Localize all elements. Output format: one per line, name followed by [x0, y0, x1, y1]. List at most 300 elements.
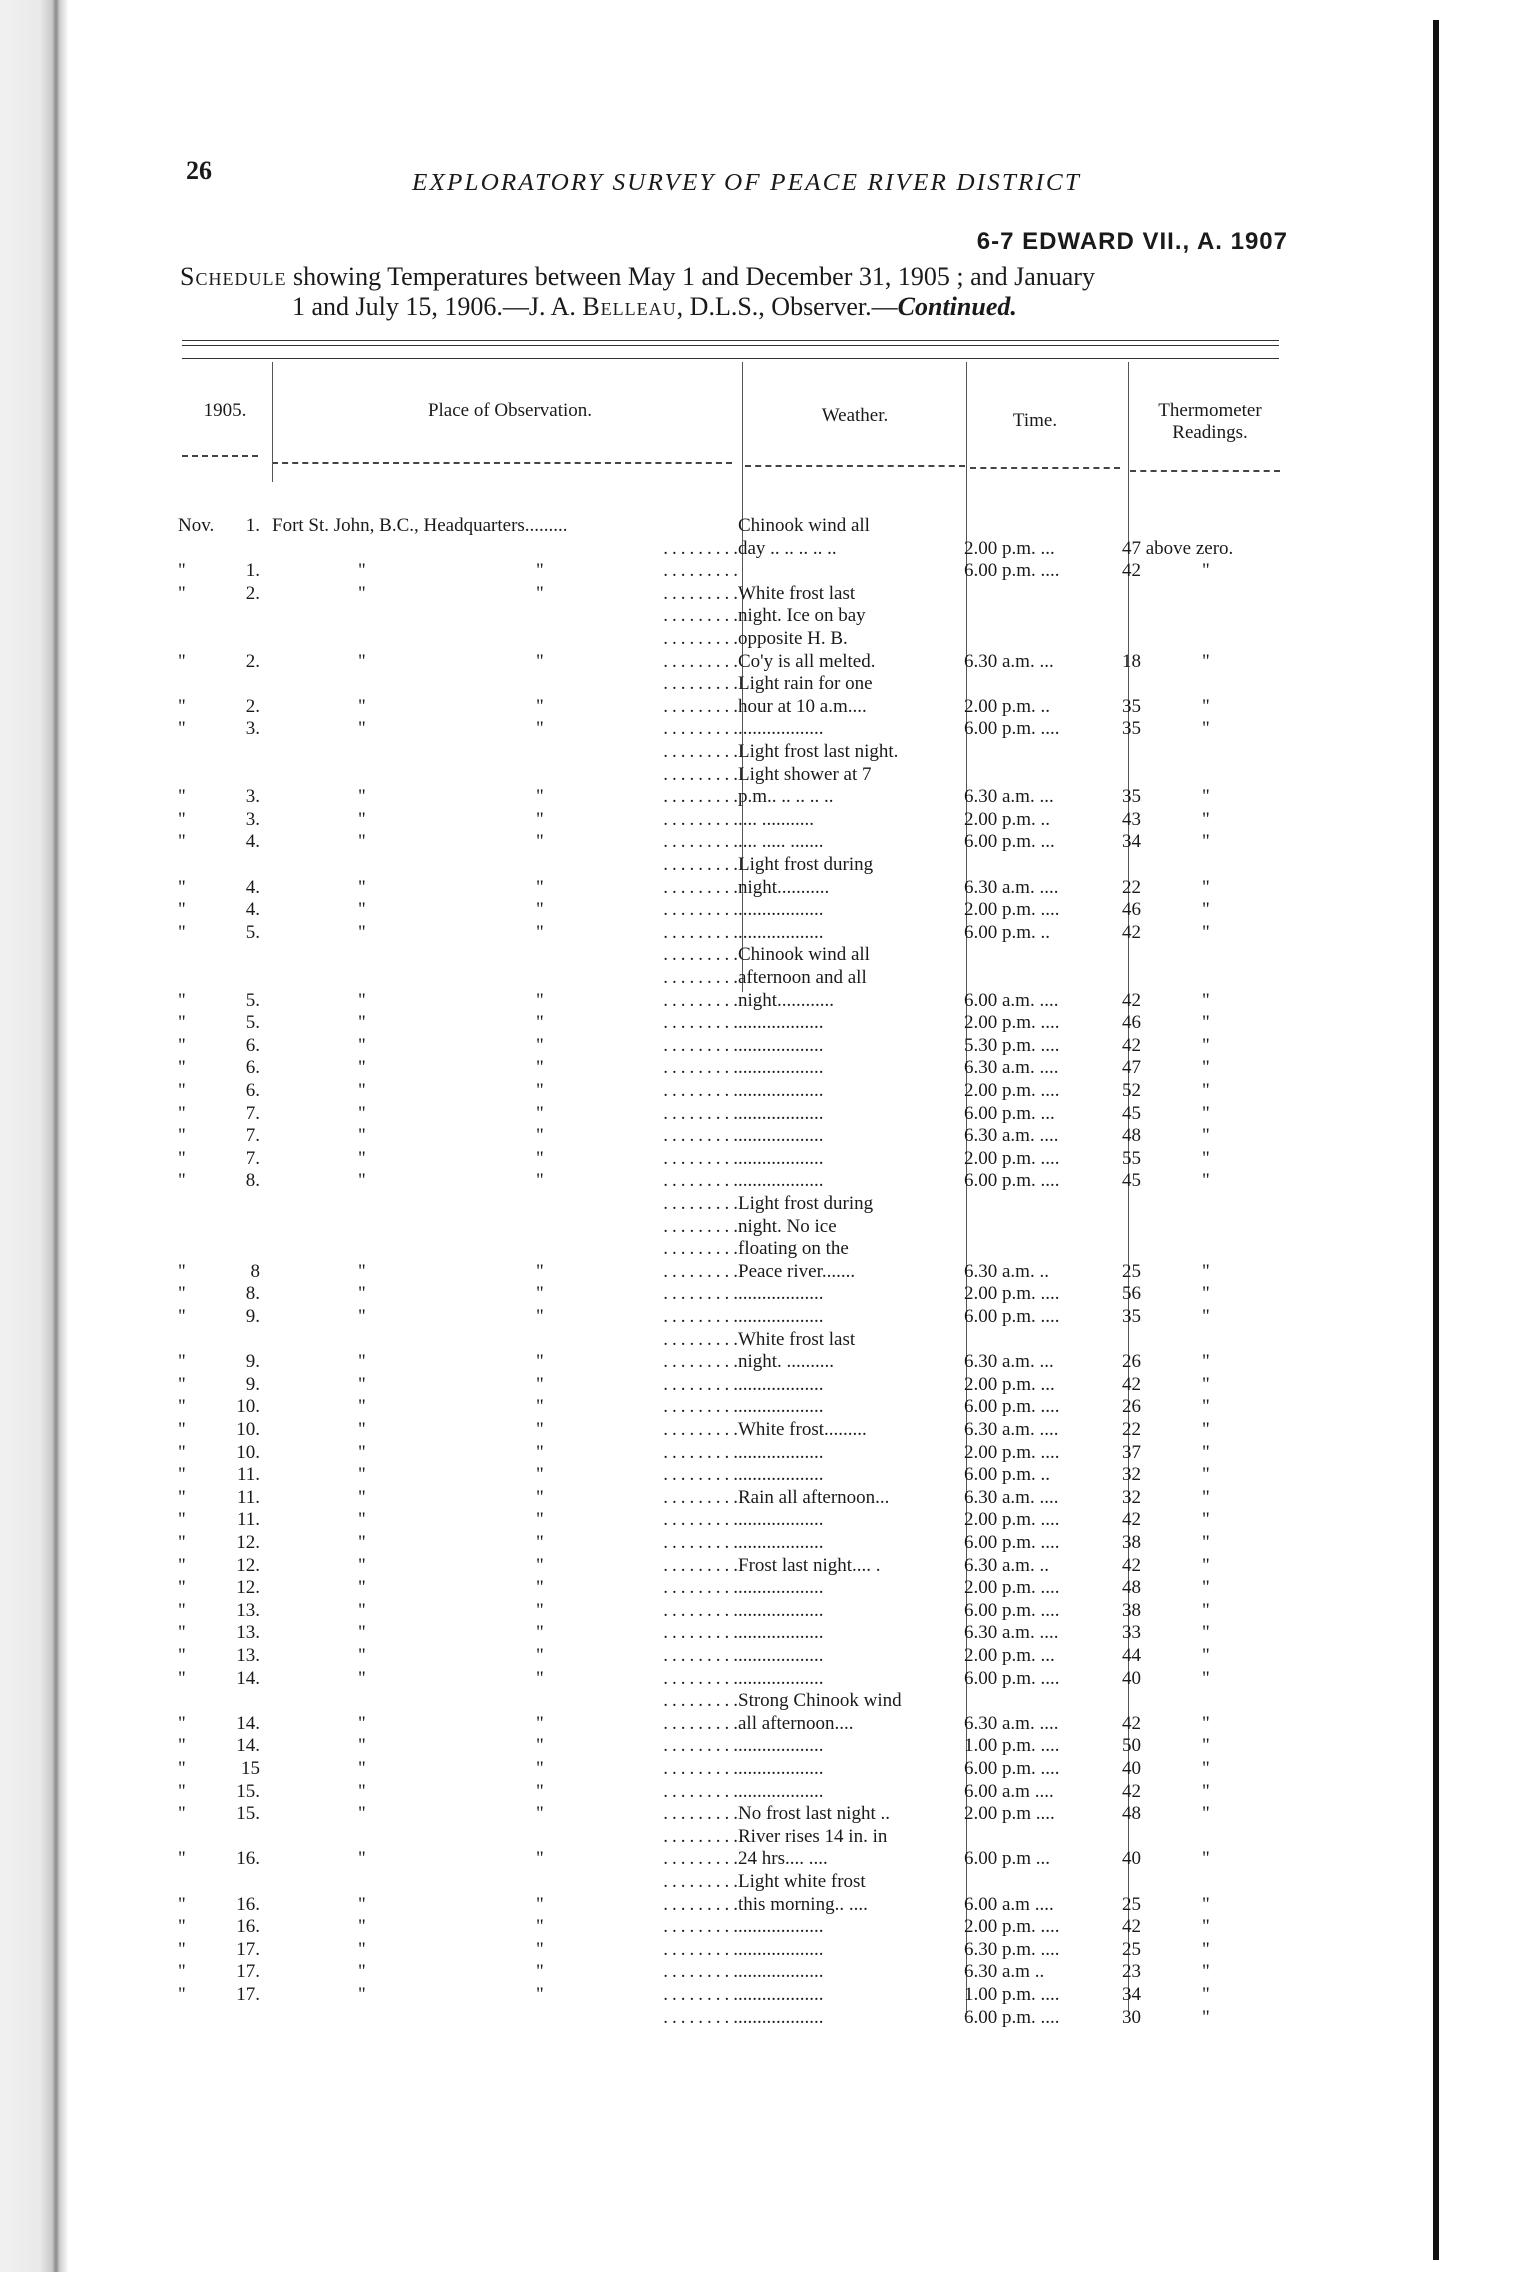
place-ditto-1: ": [358, 1622, 366, 1644]
time-cell: 6.30 a.m. ....: [964, 1125, 1059, 1147]
leader-dots: .........: [663, 1803, 742, 1825]
day-cell: 4.: [245, 831, 260, 853]
table-row: [0, 1802, 1528, 1825]
day-cell: 10.: [236, 1441, 260, 1463]
place-ditto-2: ": [536, 1012, 544, 1034]
temperature-ditto: ": [1202, 650, 1210, 672]
day-cell: 8: [250, 1260, 260, 1282]
leader-dots: .........: [663, 1645, 742, 1666]
weather-cell: night. Ice on bay: [738, 605, 866, 627]
month-cell: ": [178, 718, 186, 740]
time-cell: 6.30 a.m. ....: [964, 1712, 1059, 1734]
time-cell: 6.00 p.m. ....: [964, 2006, 1060, 2028]
temperature-cell: 26: [1122, 1396, 1141, 1418]
leader-dots: .........: [663, 1464, 742, 1486]
temperature-ditto: ": [1202, 1554, 1210, 1576]
place-cell: Fort St. John, B.C., Headquarters.........: [272, 515, 568, 536]
leader-dots: .........: [663, 899, 742, 921]
time-header-underline: [970, 467, 1120, 469]
month-cell: ": [178, 1599, 186, 1621]
leader-dots: .........: [663, 1758, 742, 1779]
temperature-cell: 35: [1122, 695, 1141, 717]
weather-cell: ..................: [738, 1057, 824, 1079]
time-cell: 6.00 p.m. ...: [964, 1102, 1055, 1124]
temperature-ditto: ": [1202, 1170, 1210, 1192]
place-ditto-1: ": [358, 1735, 366, 1757]
month-cell: ": [178, 808, 186, 830]
leader-dots: .........: [663, 1102, 742, 1124]
time-cell: 2.00 p.m. ....: [964, 1577, 1060, 1599]
temperature-cell: 25: [1122, 1893, 1141, 1915]
table-row: [0, 1260, 1528, 1283]
leader-dots: .........: [663, 1260, 742, 1282]
place-ditto-2: ": [536, 808, 544, 830]
place-ditto-2: ": [536, 1780, 544, 1802]
day-cell: 3.: [245, 808, 260, 830]
temperature-cell: 40: [1122, 1667, 1141, 1689]
leader-dots: .........: [663, 1532, 742, 1553]
place-ditto-1: ": [358, 1034, 366, 1056]
place-ditto-2: ": [536, 831, 544, 853]
page-number: 26: [186, 156, 212, 185]
weather-cell: ..................: [738, 1735, 824, 1757]
place-ditto-2: ": [536, 1938, 544, 1960]
temperature-ditto: ": [1202, 1735, 1210, 1757]
table-row: [0, 1441, 1528, 1464]
day-cell: 13.: [236, 1622, 260, 1644]
temperature-cell: 42: [1122, 1554, 1141, 1576]
place-ditto-2: ": [536, 650, 544, 672]
table-row: [0, 1576, 1528, 1599]
place-ditto-2: ": [536, 1554, 544, 1576]
weather-cell: all afternoon....: [738, 1712, 854, 1734]
day-cell: 5.: [245, 1012, 260, 1034]
month-cell: ": [178, 1532, 186, 1553]
table-row: [0, 514, 1528, 537]
month-cell: ": [178, 1057, 186, 1079]
time-cell: 6.00 p.m. ....: [964, 718, 1060, 740]
month-cell: ": [178, 831, 186, 853]
place-ditto-2: ": [536, 1373, 544, 1395]
time-cell: 6.00 p.m. ....: [964, 1532, 1060, 1553]
table-row: [0, 966, 1528, 989]
table-row: [0, 604, 1528, 627]
day-cell: 3.: [245, 786, 260, 808]
table-row: [0, 1712, 1528, 1735]
day-cell: 17.: [236, 1961, 260, 1983]
place-ditto-2: ": [536, 1306, 544, 1327]
day-cell: 11.: [236, 1486, 260, 1508]
month-cell: ": [178, 1170, 186, 1192]
leader-dots: .........: [663, 831, 742, 853]
table-row: [0, 1757, 1528, 1780]
month-cell: ": [178, 1645, 186, 1666]
leader-dots: .........: [663, 1351, 742, 1373]
month-cell: ": [178, 1622, 186, 1644]
weather-cell: Light frost during: [738, 1193, 874, 1214]
temperature-cell: 25: [1122, 1938, 1141, 1960]
month-cell: ": [178, 1034, 186, 1056]
time-cell: 6.30 a.m. ....: [964, 876, 1059, 898]
leader-dots: .........: [663, 1871, 742, 1892]
place-ditto-1: ": [358, 1419, 366, 1440]
table-row: [0, 1825, 1528, 1848]
time-cell: 6.00 p.m ...: [964, 1848, 1051, 1870]
running-head: EXPLORATORY SURVEY OF PEACE RIVER DISTRICT: [412, 170, 1081, 196]
month-cell: ": [178, 1306, 186, 1327]
leader-dots: .........: [663, 1780, 742, 1802]
temperature-ditto: ": [1202, 695, 1210, 717]
weather-cell: Light white frost: [738, 1871, 866, 1892]
table-row: [0, 1169, 1528, 1192]
place-ditto-1: ": [358, 1147, 366, 1169]
thermometer-header-line2: Readings.: [1172, 422, 1248, 443]
time-cell: 6.30 a.m. ...: [964, 650, 1054, 672]
leader-dots: .........: [663, 1057, 742, 1079]
schedule-title: [180, 262, 1290, 322]
day-cell: 10.: [236, 1396, 260, 1418]
time-cell: 2.00 p.m. ....: [964, 1441, 1060, 1463]
temperature-cell: 40: [1122, 1848, 1141, 1870]
weather-header: Weather.: [821, 405, 889, 426]
place-ditto-1: ": [358, 1780, 366, 1802]
table-row: [0, 695, 1528, 718]
month-cell: ": [178, 1464, 186, 1486]
time-cell: 6.00 a.m ....: [964, 1893, 1054, 1915]
weather-cell: Peace river.......: [738, 1260, 856, 1282]
table-row: [0, 582, 1528, 605]
top-rule-1: [182, 340, 1279, 341]
time-cell: 6.30 a.m. ..: [964, 1260, 1049, 1282]
table-row: [0, 1124, 1528, 1147]
leader-dots: .........: [663, 1825, 742, 1847]
month-cell: ": [178, 1803, 186, 1825]
month-cell: ": [178, 989, 186, 1011]
leader-dots: .........: [663, 1034, 742, 1056]
place-ditto-2: ": [536, 1057, 544, 1079]
temperature-ditto: ": [1202, 1441, 1210, 1463]
day-cell: 13.: [236, 1599, 260, 1621]
place-ditto-2: ": [536, 1532, 544, 1553]
day-cell: 17.: [236, 1938, 260, 1960]
place-ditto-1: ": [358, 1848, 366, 1870]
place-ditto-2: ": [536, 1622, 544, 1644]
table-row: [0, 1486, 1528, 1509]
temperature-cell: 43: [1122, 808, 1141, 830]
time-cell: 2.00 p.m. ....: [964, 1509, 1060, 1531]
temperature-ditto: ": [1202, 786, 1210, 808]
place-ditto-1: ": [358, 1599, 366, 1621]
leader-dots: .........: [663, 1984, 742, 2005]
table-row: [0, 1644, 1528, 1667]
weather-cell: ..................: [738, 1667, 824, 1689]
table-row: [0, 1056, 1528, 1079]
place-ditto-1: ": [358, 1758, 366, 1779]
place-ditto-2: ": [536, 1034, 544, 1056]
leader-dots: .........: [663, 1441, 742, 1463]
month-cell: ": [178, 1938, 186, 1960]
temperature-ditto: ": [1202, 1283, 1210, 1305]
time-cell: 6.30 p.m. ....: [964, 1938, 1060, 1960]
weather-cell: ..................: [738, 1373, 824, 1395]
temperature-cell: 35: [1122, 786, 1141, 808]
place-ditto-2: ": [536, 1486, 544, 1508]
place-ditto-2: ": [536, 695, 544, 717]
place-ditto-2: ": [536, 1893, 544, 1915]
temperature-ditto: ": [1202, 1599, 1210, 1621]
place-ditto-1: ": [358, 1373, 366, 1395]
day-cell: 11.: [236, 1509, 260, 1531]
place-ditto-2: ": [536, 1080, 544, 1101]
leader-dots: .........: [663, 1622, 742, 1644]
leader-dots: .........: [663, 741, 742, 762]
temperature-cell: 42: [1122, 921, 1141, 943]
thermometer-header-line1: Thermometer: [1158, 400, 1262, 421]
time-cell: 2.00 p.m. ....: [964, 899, 1060, 921]
time-cell: 6.00 a.m. ....: [964, 989, 1059, 1011]
table-row: [0, 1508, 1528, 1531]
table-row: [0, 1847, 1528, 1870]
place-ditto-2: ": [536, 1599, 544, 1621]
weather-cell: ..................: [738, 718, 824, 740]
place-ditto-1: ": [358, 1984, 366, 2005]
place-ditto-2: ": [536, 1509, 544, 1531]
temperature-ditto: ": [1202, 1260, 1210, 1282]
place-ditto-2: ": [536, 560, 544, 582]
time-cell: 6.30 a.m ..: [964, 1961, 1045, 1983]
leader-dots: .........: [663, 1848, 742, 1870]
temperature-cell: 38: [1122, 1532, 1141, 1553]
temperature-ditto: ": [1202, 1758, 1210, 1779]
table-row: [0, 559, 1528, 582]
temperature-ditto: ": [1202, 1464, 1210, 1486]
temperature-ditto: ": [1202, 1306, 1210, 1327]
temperature-ditto: ": [1202, 1532, 1210, 1553]
day-cell: 7.: [245, 1102, 260, 1124]
weather-cell: White frost last: [738, 1328, 856, 1350]
day-cell: 2.: [245, 695, 260, 717]
time-cell: 2.00 p.m. ...: [964, 1373, 1055, 1395]
month-cell: ": [178, 1260, 186, 1282]
place-ditto-2: ": [536, 1170, 544, 1192]
temperature-ditto: ": [1202, 1034, 1210, 1056]
weather-header-underline: [745, 465, 965, 467]
month-cell: ": [178, 1554, 186, 1576]
day-cell: 8.: [245, 1283, 260, 1305]
month-cell: Nov.: [178, 515, 215, 536]
time-cell: 2.00 p.m. ....: [964, 1916, 1060, 1938]
place-ditto-1: ": [358, 876, 366, 898]
weather-cell: 24 hrs.... ....: [738, 1848, 828, 1870]
weather-cell: ..................: [738, 1170, 824, 1192]
temperature-cell: 25: [1122, 1260, 1141, 1282]
place-ditto-1: ": [358, 1893, 366, 1915]
place-ditto-1: ": [358, 808, 366, 830]
table-row: [0, 1667, 1528, 1690]
temperature-cell: 52: [1122, 1080, 1141, 1101]
weather-cell: ..................: [738, 1780, 824, 1802]
temperature-ditto: ": [1202, 831, 1210, 853]
weather-cell: ..................: [738, 1147, 824, 1169]
month-cell: ": [178, 650, 186, 672]
table-row: [0, 627, 1528, 650]
leader-dots: .........: [663, 854, 742, 875]
time-cell: 6.30 a.m. ...: [964, 1351, 1054, 1373]
leader-dots: .........: [663, 537, 742, 559]
leader-dots: .........: [663, 628, 742, 649]
temperature-cell: 45: [1122, 1102, 1141, 1124]
place-ditto-1: ": [358, 899, 366, 921]
month-cell: ": [178, 1125, 186, 1147]
table-row: [0, 1418, 1528, 1441]
temperature-cell: 40: [1122, 1758, 1141, 1779]
month-cell: ": [178, 1102, 186, 1124]
month-cell: ": [178, 1283, 186, 1305]
place-ditto-1: ": [358, 831, 366, 853]
time-cell: 6.00 p.m. ...: [964, 831, 1055, 853]
month-cell: ": [178, 1441, 186, 1463]
month-cell: ": [178, 1961, 186, 1983]
time-cell: 6.30 a.m. ...: [964, 786, 1054, 808]
weather-cell: .... ...........: [738, 808, 814, 830]
day-cell: 2.: [245, 582, 260, 604]
weather-cell: ..................: [738, 1080, 824, 1101]
month-cell: ": [178, 1780, 186, 1802]
day-cell: 4.: [245, 876, 260, 898]
month-cell: ": [178, 1577, 186, 1599]
place-ditto-1: ": [358, 1057, 366, 1079]
table-row: [0, 1915, 1528, 1938]
day-cell: 1.: [245, 515, 260, 536]
leader-dots: .........: [663, 808, 742, 830]
table-row: [0, 1395, 1528, 1418]
place-ditto-1: ": [358, 582, 366, 604]
day-cell: 6.: [245, 1057, 260, 1079]
place-ditto-2: ": [536, 1735, 544, 1757]
place-ditto-1: ": [358, 1441, 366, 1463]
time-cell: 2.00 p.m. ..: [964, 695, 1051, 717]
temperature-cell: 50: [1122, 1735, 1141, 1757]
weather-cell: floating on the: [738, 1238, 849, 1260]
temperature-ditto: ": [1202, 1577, 1210, 1599]
temperature-cell: 32: [1122, 1464, 1141, 1486]
leader-dots: .........: [663, 1893, 742, 1915]
time-cell: 6.00 p.m. ....: [964, 1667, 1060, 1689]
leader-dots: .........: [663, 1283, 742, 1305]
place-ditto-1: ": [358, 1803, 366, 1825]
leader-dots: .........: [663, 1712, 742, 1734]
place-ditto-2: ": [536, 1147, 544, 1169]
temperature-ditto: ": [1202, 1419, 1210, 1440]
day-cell: 16.: [236, 1893, 260, 1915]
leader-dots: .........: [663, 1509, 742, 1531]
temperature-cell: 42: [1122, 1373, 1141, 1395]
place-ditto-1: ": [358, 1486, 366, 1508]
month-cell: ": [178, 1419, 186, 1440]
day-cell: 14.: [236, 1712, 260, 1734]
weather-cell: River rises 14 in. in: [738, 1825, 888, 1847]
temperature-cell: 46: [1122, 1012, 1141, 1034]
leader-dots: .........: [663, 1238, 742, 1260]
top-rule-3: [182, 358, 1279, 359]
day-cell: 12.: [236, 1577, 260, 1599]
table-row: [0, 1621, 1528, 1644]
leader-dots: .........: [663, 1080, 742, 1101]
temperature-ditto: ": [1202, 1645, 1210, 1666]
divider-year-place: [272, 362, 273, 482]
temperature-ditto: ": [1202, 1373, 1210, 1395]
weather-cell: ..................: [738, 1441, 824, 1463]
place-ditto-2: ": [536, 1803, 544, 1825]
place-ditto-1: ": [358, 786, 366, 808]
weather-cell: Light rain for one: [738, 673, 873, 695]
temperature-ditto: ": [1202, 989, 1210, 1011]
place-ditto-2: ": [536, 1712, 544, 1734]
time-cell: 6.00 p.m. ....: [964, 1758, 1060, 1779]
time-cell: 6.30 a.m. ....: [964, 1486, 1059, 1508]
leader-dots: .........: [663, 1170, 742, 1192]
place-ditto-1: ": [358, 1509, 366, 1531]
weather-cell: No frost last night ..: [738, 1803, 890, 1825]
temperature-cell: 23: [1122, 1961, 1141, 1983]
day-cell: 15.: [236, 1780, 260, 1802]
weather-cell: ..................: [738, 1012, 824, 1034]
leader-dots: .........: [663, 1599, 742, 1621]
day-cell: 7.: [245, 1125, 260, 1147]
session-label: 6-7 EDWARD VII., A. 1907: [976, 228, 1288, 255]
temperature-ditto: ": [1202, 1961, 1210, 1983]
title-text-3: , D.L.S., Observer.—: [676, 292, 898, 321]
place-ditto-1: ": [358, 1532, 366, 1553]
weather-cell: ..................: [738, 1532, 824, 1553]
table-row: [0, 830, 1528, 853]
place-ditto-1: ": [358, 1170, 366, 1192]
table-row: [0, 740, 1528, 763]
day-cell: 9.: [245, 1351, 260, 1373]
place-ditto-2: ": [536, 1758, 544, 1779]
leader-dots: .........: [663, 1577, 742, 1599]
place-ditto-2: ": [536, 1102, 544, 1124]
temperature-cell: 32: [1122, 1486, 1141, 1508]
month-cell: ": [178, 1893, 186, 1915]
weather-cell: ..................: [738, 1961, 824, 1983]
time-cell: 2.00 p.m. ....: [964, 1012, 1060, 1034]
leader-dots: .........: [663, 695, 742, 717]
leader-dots: .........: [663, 673, 742, 695]
day-cell: 11.: [236, 1464, 260, 1486]
place-ditto-2: ": [536, 1260, 544, 1282]
table-row: [0, 1689, 1528, 1712]
time-cell: 6.00 p.m. ....: [964, 1306, 1060, 1327]
time-cell: 6.30 a.m. ....: [964, 1057, 1059, 1079]
weather-cell: Chinook wind all: [738, 944, 870, 966]
place-ditto-2: ": [536, 876, 544, 898]
temperature-ditto: ": [1202, 1848, 1210, 1870]
title-lead: Schedule: [180, 262, 287, 291]
leader-dots: .........: [663, 1147, 742, 1169]
weather-cell: night. ..........: [738, 1351, 835, 1373]
leader-dots: .........: [663, 1667, 742, 1689]
temperature-cell: 45: [1122, 1170, 1141, 1192]
day-cell: 15.: [236, 1803, 260, 1825]
temperature-cell: 30: [1122, 2006, 1141, 2028]
table-row: [0, 943, 1528, 966]
leader-dots: .........: [663, 560, 742, 582]
table-row: [0, 1034, 1528, 1057]
weather-cell: Co'y is all melted.: [738, 650, 876, 672]
weather-cell: ..................: [738, 1306, 824, 1327]
weather-cell: White frost last: [738, 582, 856, 604]
